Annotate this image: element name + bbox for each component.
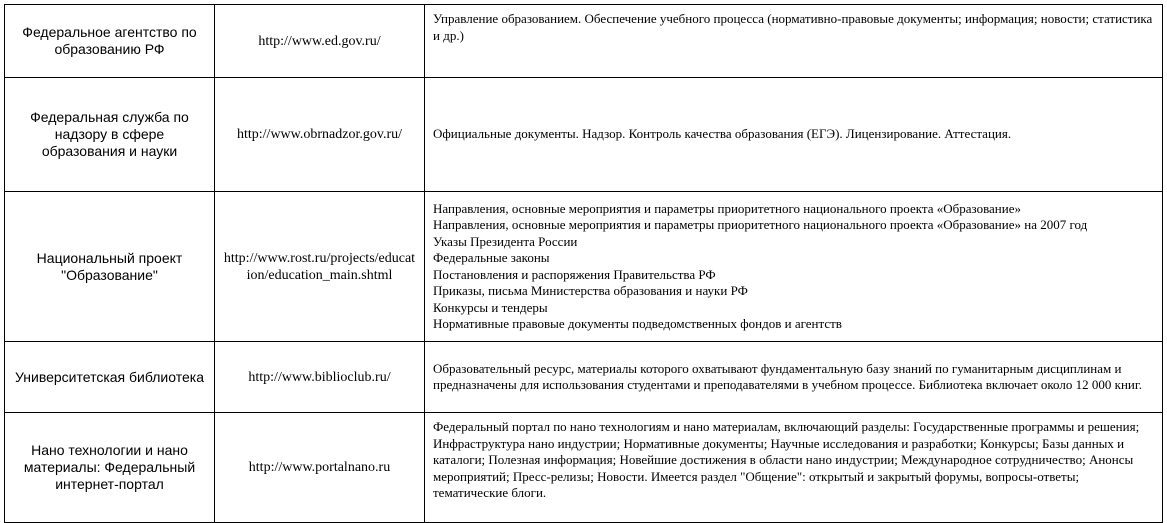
resource-name: Федеральная служба по надзору в сфере образования и науки [5, 78, 215, 192]
resource-description: Официальные документы. Надзор. Контроль качества образования (ЕГЭ). Лицензирование. Аттестация. [425, 78, 1163, 192]
resource-name: Университетская библиотека [5, 342, 215, 413]
description-line: Нормативные правовые документы подведомственных фондов и агентств [433, 316, 842, 331]
description-line: Приказы, письма Министерства образования и науки РФ [433, 283, 748, 298]
resource-url: http://www.ed.gov.ru/ [215, 5, 425, 78]
description-line: Постановления и распоряжения Правительства РФ [433, 266, 716, 282]
description-line: Направления, основные мероприятия и параметры приоритетного национального проекта «Образование» [433, 200, 1021, 216]
resource-url: http://www.obrnadzor.gov.ru/ [215, 78, 425, 192]
resource-url: http://www.biblioclub.ru/ [215, 342, 425, 413]
resource-name: Нано технологии и нано материалы: Федеральный интернет-портал [5, 413, 215, 523]
resource-name: Федеральное агентство по образованию РФ [5, 5, 215, 78]
resource-description: Образовательный ресурс, материалы которого охватывают фундаментальную базу знаний по гуманитарным дисциплинам и предназначены для использования студентами и преподавателями в учебном процессе. Библиотека включает около 12 000 книг. [425, 342, 1163, 413]
resource-name: Национальный проект "Образование" [5, 192, 215, 342]
description-line: Направления, основные мероприятия и параметры приоритетного национального проекта «Образование» на 2007 год [433, 217, 1088, 232]
table-row [5, 5, 1163, 78]
table-row [5, 192, 1163, 342]
resources-table [4, 4, 1163, 523]
table-row [5, 413, 1163, 523]
table-row [5, 78, 1163, 192]
resource-url: http://www.portalnano.ru [215, 413, 425, 523]
description-line: Федеральные законы [433, 250, 550, 265]
description-line: Указы Президента России [433, 233, 578, 249]
table-row [5, 342, 1163, 413]
resource-url: http://www.rost.ru/projects/education/education_main.shtml [215, 192, 425, 342]
resource-description-list [425, 192, 1163, 342]
description-line: Конкурсы и тендеры [433, 299, 548, 315]
resource-description: Управление образованием. Обеспечение учебного процесса (нормативно-правовые документы; информация; новости; статистика и др.) [425, 5, 1163, 78]
resource-description: Федеральный портал по нано технологиям и нано материалам, включающий разделы: Государственные программы и решения; Инфраструктура нано индустрии; Нормативные документы; Научные исследования и разработки; Конкурсы; Базы данных и каталоги; Полезная информация; Новейшие достижения в области нано индустрии; Международное сотрудничество; Анонсы мероприятий; Пресс-релизы; Новости. Имеется раздел "Общение": открытый и закрытый форумы, вопросы-ответы; тематические блоги. [425, 413, 1163, 523]
